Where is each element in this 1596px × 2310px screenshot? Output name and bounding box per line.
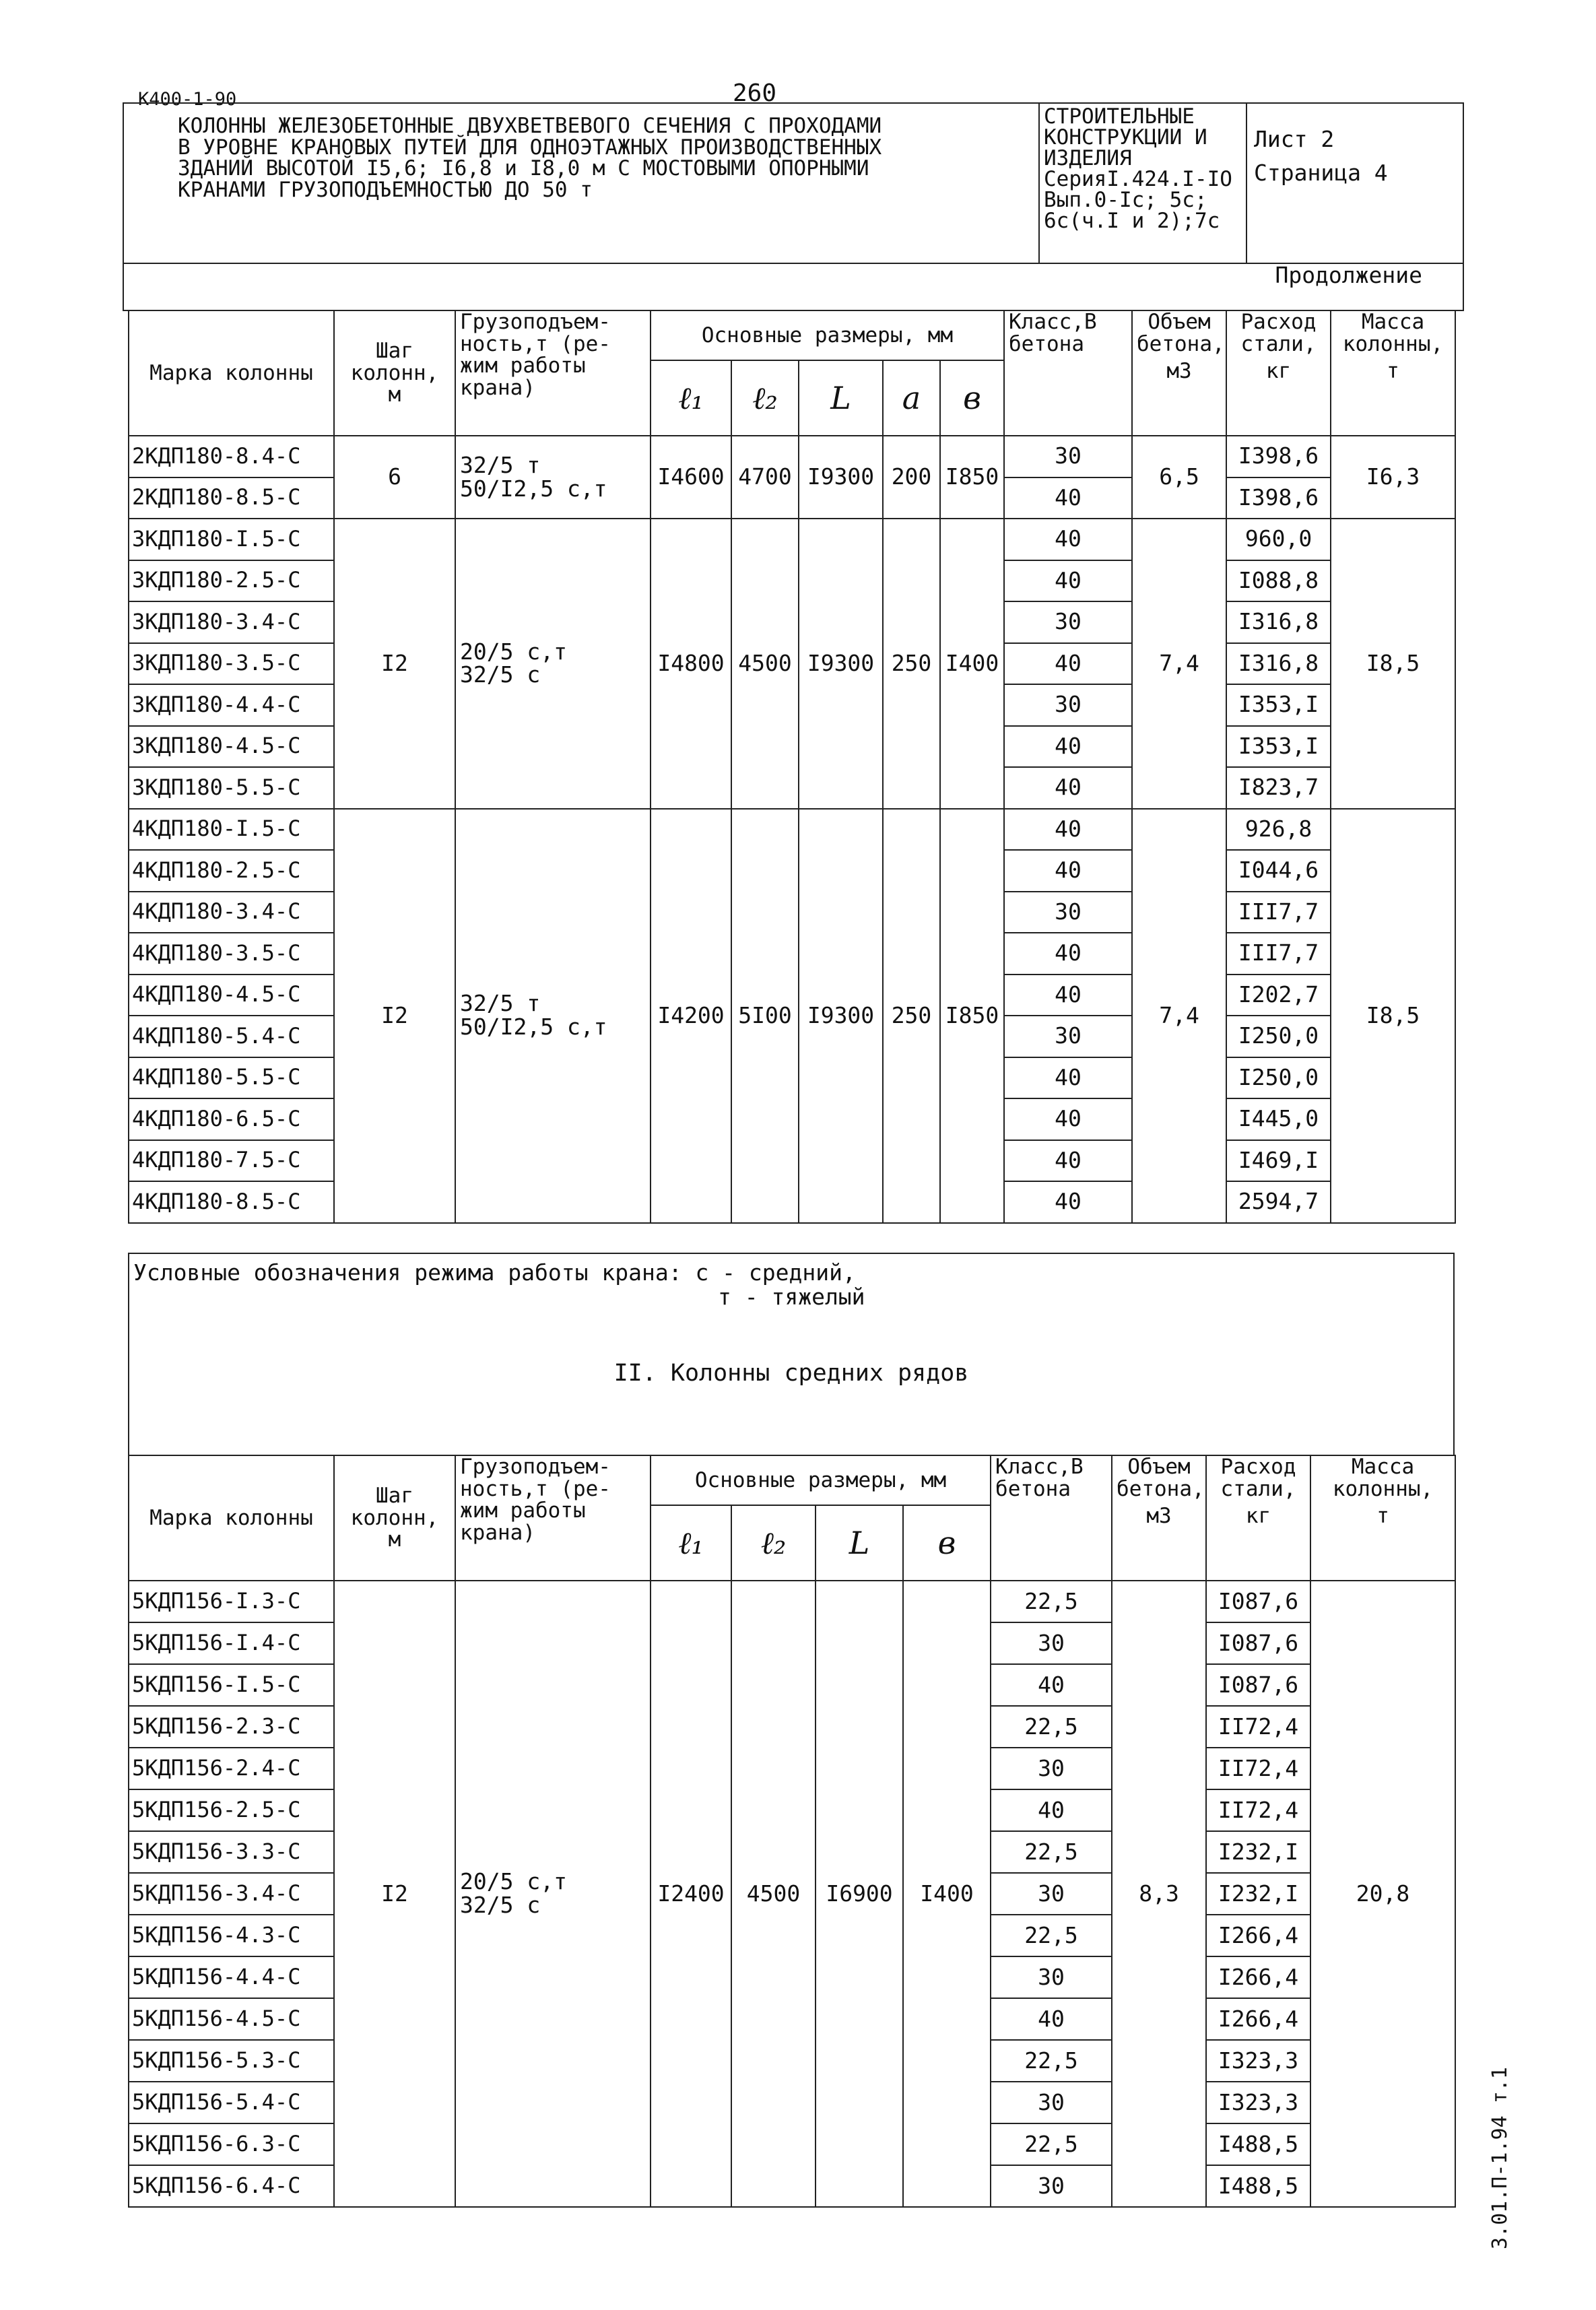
steel-value: I316,8 [1226, 601, 1331, 643]
title-block [123, 102, 1464, 311]
header-step: Шаг колонн, м [334, 1455, 455, 1581]
page-number: 260 [733, 79, 777, 107]
concrete-class-value: 30 [991, 1622, 1112, 1664]
column-mark: 4КДП180-7.5-С [129, 1140, 334, 1182]
dim-a-value: 250 [883, 519, 940, 809]
table-row [129, 436, 1455, 477]
mass-value: I8,5 [1331, 809, 1455, 1223]
dim-symbol: a [883, 360, 940, 436]
concrete-class-value: 30 [991, 2165, 1112, 2207]
volume-value: 7,4 [1132, 809, 1226, 1223]
step-value: I2 [334, 1581, 455, 2207]
steel-value: I323,3 [1206, 2040, 1310, 2082]
column-mark: 5КДП156-2.4-С [129, 1748, 334, 1789]
concrete-class-value: 40 [1004, 809, 1132, 851]
sheet-info [1246, 103, 1463, 263]
table-row [129, 1581, 1455, 1622]
concrete-class-value: 22,5 [991, 1831, 1112, 1873]
dim-b-value: I400 [903, 1581, 991, 2207]
column-mark: 5КДП156-I.3-С [129, 1581, 334, 1622]
steel-value: III7,7 [1226, 933, 1331, 975]
header-mass: Масса колонны, т [1331, 310, 1455, 436]
column-mark: 5КДП156-5.3-С [129, 2040, 334, 2082]
column-mark: 5КДП156-4.4-С [129, 1956, 334, 1998]
concrete-class-value: 30 [1004, 1016, 1132, 1057]
dim-L-value: I9300 [799, 809, 883, 1223]
column-mark: 5КДП156-6.3-С [129, 2123, 334, 2165]
dim-a-value: 200 [883, 436, 940, 519]
dim-symbol: ℓ₂ [731, 1505, 816, 1581]
steel-value: II72,4 [1206, 1789, 1310, 1831]
series-info: СТРОИТЕЛЬНЫЕ КОНСТРУКЦИИ И ИЗДЕЛИЯ СерияI.424.I-IO Вып.0-Iс; 5с; 6с(ч.I и 2);7с [1039, 103, 1246, 263]
sheet-number: Лист 2 [1254, 126, 1335, 152]
header-mark: Марка колонны [129, 1455, 334, 1581]
column-mark: 5КДП156-I.5-С [129, 1664, 334, 1706]
steel-value: I250,0 [1226, 1057, 1331, 1099]
table-middle-columns [128, 1455, 1456, 2208]
steel-value: I316,8 [1226, 643, 1331, 685]
concrete-class-value: 22,5 [991, 1706, 1112, 1748]
header-step: Шаг колонн, м [334, 310, 455, 436]
concrete-class-value: 40 [1004, 1140, 1132, 1182]
steel-value: I353,I [1226, 684, 1331, 726]
column-mark: 5КДП156-4.5-С [129, 1998, 334, 2040]
section-2-title: II. Колонны средних рядов [613, 1359, 969, 1387]
column-mark: 2КДП180-8.5-С [129, 477, 334, 519]
column-mark: 3КДП180-2.5-С [129, 560, 334, 602]
concrete-class-value: 22,5 [991, 2123, 1112, 2165]
concrete-class-value: 22,5 [991, 1915, 1112, 1956]
capacity-value: 20/5 с,т 32/5 с [455, 519, 651, 809]
dim-b-value: I850 [940, 809, 1004, 1223]
dim-symbol: в [903, 1505, 991, 1581]
steel-value: I445,0 [1226, 1098, 1331, 1140]
concrete-class-value: 40 [1004, 726, 1132, 768]
concrete-class-value: 40 [991, 1998, 1112, 2040]
dim-L-value: I9300 [799, 436, 883, 519]
dim-b-value: I850 [940, 436, 1004, 519]
dim-l1-value: I4600 [651, 436, 731, 519]
column-mark: 3КДП180-3.5-С [129, 643, 334, 685]
steel-value: I323,3 [1206, 2082, 1310, 2123]
column-mark: 4КДП180-6.5-С [129, 1098, 334, 1140]
header-concrete-class: Класс,В бетона [1004, 310, 1132, 436]
capacity-value: 32/5 т 50/I2,5 с,т [455, 436, 651, 519]
concrete-class-value: 40 [1004, 850, 1132, 892]
table-row [129, 809, 1455, 851]
steel-value: I087,6 [1206, 1622, 1310, 1664]
concrete-class-value: 40 [1004, 477, 1132, 519]
dim-l2-value: 5I00 [731, 809, 799, 1223]
header-steel: Расход стали, кг [1206, 1455, 1310, 1581]
mass-value: I6,3 [1331, 436, 1455, 519]
column-mark: 4КДП180-I.5-С [129, 809, 334, 851]
header-concrete-volume: Объем бетона, м3 [1132, 310, 1226, 436]
steel-value: I088,8 [1226, 560, 1331, 602]
steel-value: I266,4 [1206, 1915, 1310, 1956]
steel-value: I232,I [1206, 1873, 1310, 1915]
steel-value: I087,6 [1206, 1664, 1310, 1706]
steel-value: I202,7 [1226, 975, 1331, 1016]
steel-value: II72,4 [1206, 1706, 1310, 1748]
steel-value: I398,6 [1226, 436, 1331, 477]
table-edge-columns [128, 310, 1456, 1224]
column-mark: 3КДП180-4.5-С [129, 726, 334, 768]
dim-symbol: ℓ₁ [651, 360, 731, 436]
steel-value: I469,I [1226, 1140, 1331, 1182]
column-mark: 3КДП180-5.5-С [129, 767, 334, 809]
step-value: 6 [334, 436, 455, 519]
steel-value: 926,8 [1226, 809, 1331, 851]
steel-value: 2594,7 [1226, 1181, 1331, 1223]
dim-l1-value: I4200 [651, 809, 731, 1223]
concrete-class-value: 30 [991, 2082, 1112, 2123]
dim-l2-value: 4500 [731, 519, 799, 809]
dim-l2-value: 4500 [731, 1581, 816, 2207]
dim-l1-value: I4800 [651, 519, 731, 809]
column-mark: 2КДП180-8.4-С [129, 436, 334, 477]
header-main-dims: Основные размеры, мм [651, 310, 1004, 360]
column-mark: 4КДП180-3.4-С [129, 892, 334, 933]
column-mark: 4КДП180-5.5-С [129, 1057, 334, 1099]
concrete-class-value: 30 [1004, 601, 1132, 643]
concrete-class-value: 30 [1004, 436, 1132, 477]
column-mark: 5КДП156-2.3-С [129, 1706, 334, 1748]
steel-value: I488,5 [1206, 2123, 1310, 2165]
concrete-class-value: 40 [1004, 1098, 1132, 1140]
concrete-class-value: 40 [1004, 643, 1132, 685]
dim-symbol: L [799, 360, 883, 436]
step-value: I2 [334, 809, 455, 1223]
concrete-class-value: 40 [1004, 933, 1132, 975]
page-label: Страница 4 [1254, 159, 1388, 186]
dim-l2-value: 4700 [731, 436, 799, 519]
header-concrete-class: Класс,В бетона [991, 1455, 1112, 1581]
column-mark: 4КДП180-3.5-С [129, 933, 334, 975]
steel-value: III7,7 [1226, 892, 1331, 933]
column-mark: 5КДП156-I.4-С [129, 1622, 334, 1664]
concrete-class-value: 40 [991, 1789, 1112, 1831]
crane-mode-legend: Условные обозначения режима работы крана: с - средний, т - тяжелый II. Колонны средних рядов [129, 1253, 1454, 1455]
steel-value: I823,7 [1226, 767, 1331, 809]
dim-a-value: 250 [883, 809, 940, 1223]
concrete-class-value: 40 [1004, 1057, 1132, 1099]
concrete-class-value: 40 [1004, 767, 1132, 809]
mass-value: 20,8 [1310, 1581, 1455, 2207]
capacity-value: 20/5 с,т 32/5 с [455, 1581, 651, 2207]
column-mark: 4КДП180-2.5-С [129, 850, 334, 892]
header-concrete-volume: Объем бетона, м3 [1112, 1455, 1206, 1581]
column-mark: 5КДП156-2.5-С [129, 1789, 334, 1831]
header-capacity: Грузоподъем-ность,т (ре-жим работы крана) [455, 310, 651, 436]
steel-value: 960,0 [1226, 519, 1331, 560]
header-steel: Расход стали, кг [1226, 310, 1331, 436]
steel-value: I398,6 [1226, 477, 1331, 519]
steel-value: I488,5 [1206, 2165, 1310, 2207]
column-mark: 4КДП180-5.4-С [129, 1016, 334, 1057]
concrete-class-value: 40 [1004, 975, 1132, 1016]
dim-symbol: ℓ₂ [731, 360, 799, 436]
steel-value: I044,6 [1226, 850, 1331, 892]
concrete-class-value: 30 [1004, 892, 1132, 933]
step-value: I2 [334, 519, 455, 809]
notes-section [128, 1253, 1455, 1456]
steel-value: I353,I [1226, 726, 1331, 768]
column-mark: 4КДП180-4.5-С [129, 975, 334, 1016]
header-capacity: Грузоподъем-ность,т (ре-жим работы крана) [455, 1455, 651, 1581]
dim-symbol: в [940, 360, 1004, 436]
header-mass: Масса колонны, т [1310, 1455, 1455, 1581]
capacity-value: 32/5 т 50/I2,5 с,т [455, 809, 651, 1223]
steel-value: I250,0 [1226, 1016, 1331, 1057]
header-main-dims: Основные размеры, мм [651, 1455, 991, 1505]
concrete-class-value: 30 [991, 1873, 1112, 1915]
mass-value: I8,5 [1331, 519, 1455, 809]
dim-symbol: ℓ₁ [651, 1505, 731, 1581]
document-code: К400-1-90 [138, 89, 237, 110]
concrete-class-value: 30 [991, 1956, 1112, 1998]
concrete-class-value: 22,5 [991, 1581, 1112, 1622]
column-mark: 4КДП180-8.5-С [129, 1181, 334, 1223]
column-mark: 5КДП156-3.4-С [129, 1873, 334, 1915]
column-mark: 5КДП156-5.4-С [129, 2082, 334, 2123]
header-mark: Марка колонны [129, 310, 334, 436]
concrete-class-value: 22,5 [991, 2040, 1112, 2082]
concrete-class-value: 40 [1004, 560, 1132, 602]
concrete-class-value: 30 [991, 1748, 1112, 1789]
concrete-class-value: 40 [991, 1664, 1112, 1706]
volume-value: 8,3 [1112, 1581, 1206, 2207]
concrete-class-value: 40 [1004, 519, 1132, 560]
dim-symbol: L [816, 1505, 903, 1581]
concrete-class-value: 30 [1004, 684, 1132, 726]
steel-value: I266,4 [1206, 1998, 1310, 2040]
steel-value: I087,6 [1206, 1581, 1310, 1622]
column-mark: 5КДП156-3.3-С [129, 1831, 334, 1873]
volume-value: 6,5 [1132, 436, 1226, 519]
column-mark: 5КДП156-4.3-С [129, 1915, 334, 1956]
document-title: КОЛОННЫ ЖЕЛЕЗОБЕТОННЫЕ ДВУХВЕТВЕВОГО СЕЧЕНИЯ С ПРОХОДАМИ В УРОВНЕ КРАНОВЫХ ПУТЕЙ ДЛЯ ОДНОЭТАЖНЫХ ПРОИЗВОДСТВЕННЫХ ЗДАНИЙ ВЫСОТОЙ I5,6; I6,8 и I8,0 м С МОСТОВЫМИ ОПОРНЫМИ КРАНАМИ ГРУЗОПОДЪЕМНОСТЬЮ ДО 50 т [123, 103, 1039, 263]
continuation-label: Продолжение [123, 263, 1463, 310]
volume-value: 7,4 [1132, 519, 1226, 809]
side-stamp: 3.01.П-1.94 т.1 [1488, 2067, 1512, 2249]
dim-L-value: I6900 [816, 1581, 903, 2207]
dim-b-value: I400 [940, 519, 1004, 809]
concrete-class-value: 40 [1004, 1181, 1132, 1223]
column-mark: 5КДП156-6.4-С [129, 2165, 334, 2207]
column-mark: 3КДП180-4.4-С [129, 684, 334, 726]
dim-L-value: I9300 [799, 519, 883, 809]
column-mark: 3КДП180-3.4-С [129, 601, 334, 643]
steel-value: II72,4 [1206, 1748, 1310, 1789]
column-mark: 3КДП180-I.5-С [129, 519, 334, 560]
steel-value: I232,I [1206, 1831, 1310, 1873]
dim-l1-value: I2400 [651, 1581, 731, 2207]
steel-value: I266,4 [1206, 1956, 1310, 1998]
table-row [129, 519, 1455, 560]
